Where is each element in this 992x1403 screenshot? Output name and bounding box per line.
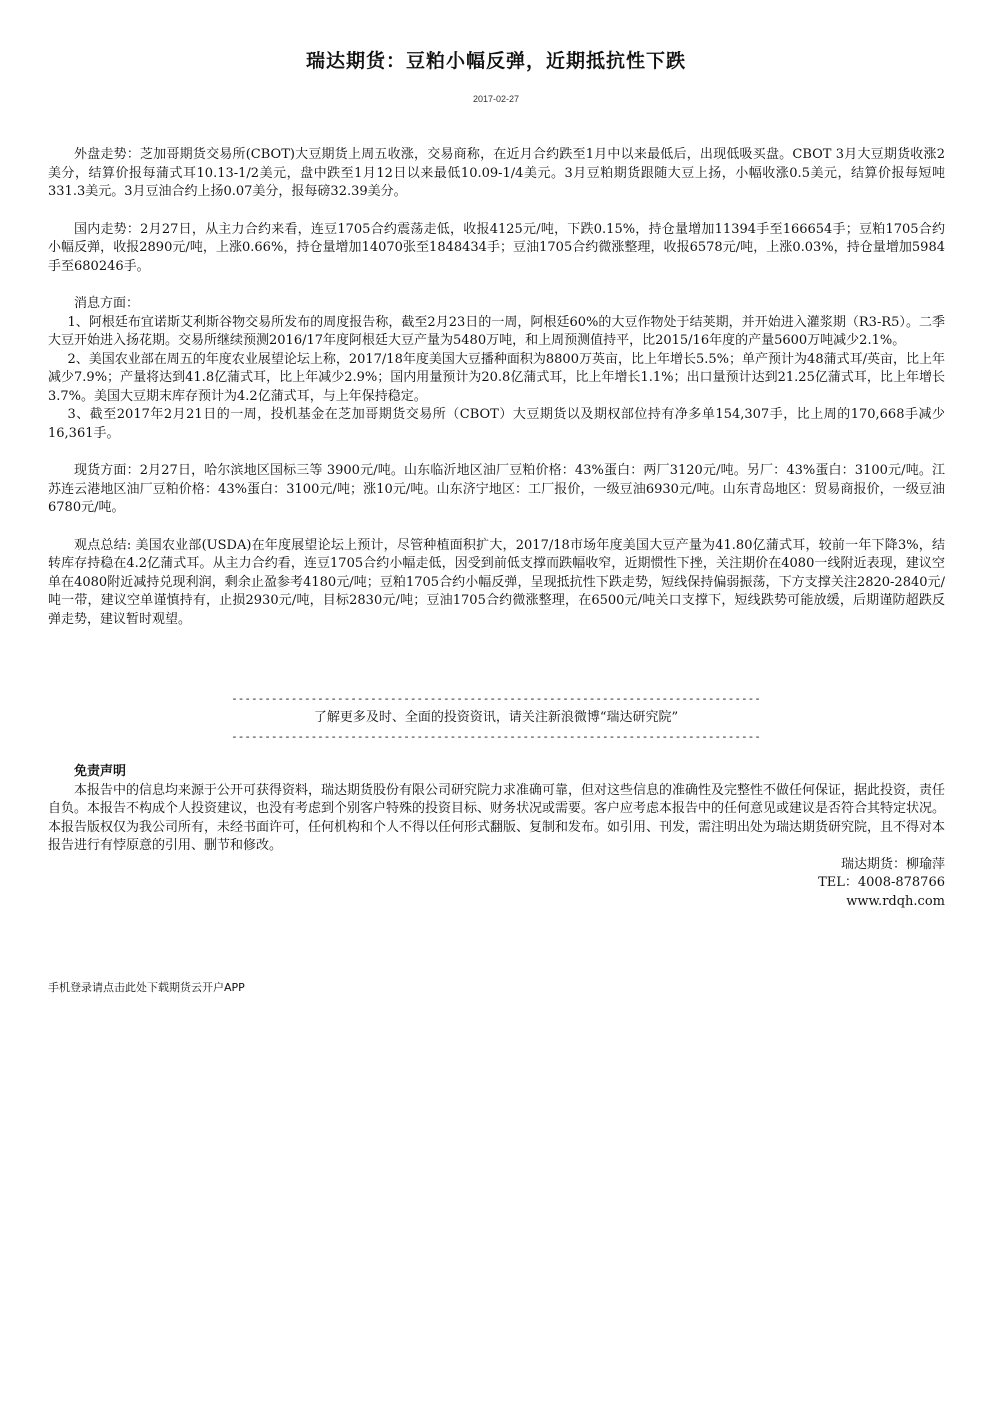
weibo-promo-box [0,689,992,746]
disclaimer-title: 免责声明 [74,764,127,779]
summary-paragraph: 观点总结: 美国农业部(USDA)在年度展望论坛上预计，尽管种植面积扩大，2017/18市场年度美国大豆产量为41.80亿蒲式耳，较前一年下降3%，结转库存持稳在4.2亿蒲式耳。从主力合约看，连豆1705合约小幅走低，因受到前低支撑而跌幅收窄，近期惯性下挫，关注期价在4080一线附近表现，建议空单在4080附近减持兑现利润，剩余止盈参考4180元/吨；豆粕1705合约小幅反弹，呈现抵抗性下跌走势，短线保持偏弱振荡，下方支撑关注2820-2840元/吨一带，建议空单谨慎持有，止损2930元/吨，目标2830元/吨；豆油1705合约微涨整理，在6500元/吨关口支撑下，短线跌势可能放缓，后期谨防超跌反弹走势，建议暂时观望。 [48,537,945,627]
foreign-market-paragraph: 外盘走势：芝加哥期货交易所(CBOT)大豆期货上周五收涨，交易商称，在近月合约跌至1月中以来最低后，出现低吸买盘。CBOT 3月大豆期货收涨2美分，结算价报每蒲式耳10.13-1/2美元，盘中跌至1月12日以来最低10.09-1/4美元。3月豆粕期货跟随大豆上扬，小幅收涨0.5美元，结算价报每短吨331.3美元。3月豆油合约上扬0.07美分，报每磅32.39美分。 [48,147,945,199]
report-date: 2017-02-27 [472,94,520,104]
divider-top: -------------------------------------------------------------------------------- [231,692,761,705]
telephone-line: TEL：4008-878766 [818,875,945,890]
disclaimer-body: 本报告中的信息均来源于公开可获得资料，瑞达期货股份有限公司研究院力求准确可靠，但对这些信息的准确性及完整性不做任何保证，据此投资，责任自负。本报告不构成个人投资建议，也没有考虑到个别客户特殊的投资目标、财务状况或需要。客户应考虑本报告中的任何意见或建议是否符合其特定状况。本报告版权仅为我公司所有，未经书面许可，任何机构和个人不得以任何形式翻版、复制和发布。如引用、刊发，需注明出处为瑞达期货研究院，且不得对本报告进行有悖原意的引用、删节和修改。 [48,782,946,853]
domestic-market-paragraph: 国内走势：2月27日，从主力合约来看，连豆1705合约震荡走低，收报4125元/吨，下跌0.15%，持仓量增加11394手至166654手；豆粕1705合约小幅反弹，收报2890元/吨，上涨0.66%，持仓量增加14070张至1848434手；豆油1705合约微涨整理，收报6578元/吨，上涨0.03%，持仓量增加5984手至680246手。 [48,221,945,274]
page-title: 瑞达期货：豆粕小幅反弹，近期抵抗性下跌 [305,50,686,72]
spacer [48,202,945,221]
news-item-1: 1、阿根廷布宜诺斯艾利斯谷物交易所发布的周度报告称，截至2月23日的一周，阿根廷60%的大豆作物处于结荚期，并开始进入灌浆期（R3-R5）。二季大豆开始进入扬花期。交易所继续预测2016/17年度阿根廷大豆产量为5480万吨，和上周预测值持平，比2015/16年度的产量5600万吨减少2.1%。 [48,314,945,348]
spacer [48,518,945,537]
weibo-promo-text: 了解更多及时、全面的投资资讯，请关注新浪微博“瑞达研究院” [313,710,679,725]
news-heading: 消息方面： [74,296,140,311]
disclaimer-section [48,763,945,911]
author-line: 瑞达期货：柳瑜萍 [840,856,945,872]
spot-market-paragraph: 现货方面：2月27日，哈尔滨地区国标三等 3900元/吨。山东临沂地区油厂豆粕价格：43%蛋白：两厂3120元/吨。另厂：43%蛋白：3100元/吨。江苏连云港地区油厂豆粕价格：43%蛋白：3100元/吨；涨10元/吨。山东济宁地区：工厂报价，一级豆油6930元/吨。山东青岛地区：贸易商报价，一级豆油6780元/吨。 [48,463,945,515]
spacer [48,443,945,462]
spacer [48,276,945,295]
website-link[interactable]: www.rdqh.com [846,893,945,909]
report-body [48,146,945,629]
news-item-3: 3、截至2017年2月21日的一周，投机基金在芝加哥期货交易所（CBOT）大豆期货以及期权部位持有净多单154,307手，比上周的170,668手减少16,361手。 [48,407,945,441]
news-item-2: 2、美国农业部在周五的年度农业展望论坛上称，2017/18年度美国大豆播种面积为8800万英亩，比上年增长5.5%；单产预计为48蒲式耳/英亩，比上年减少7.9%；产量将达到41.8亿蒲式耳，比上年减少2.9%；国内用量预计为20.8亿蒲式耳，比上年增长1.1%；出口量预计达到21.25亿蒲式耳，比上年增长3.7%。美国大豆期末库存预计为4.2亿蒲式耳，与上年保持稳定。 [48,351,945,404]
app-download-link[interactable]: 手机登录请点击此处下载期货云开户APP [48,981,245,994]
divider-bottom: -------------------------------------------------------------------------------- [231,730,761,743]
